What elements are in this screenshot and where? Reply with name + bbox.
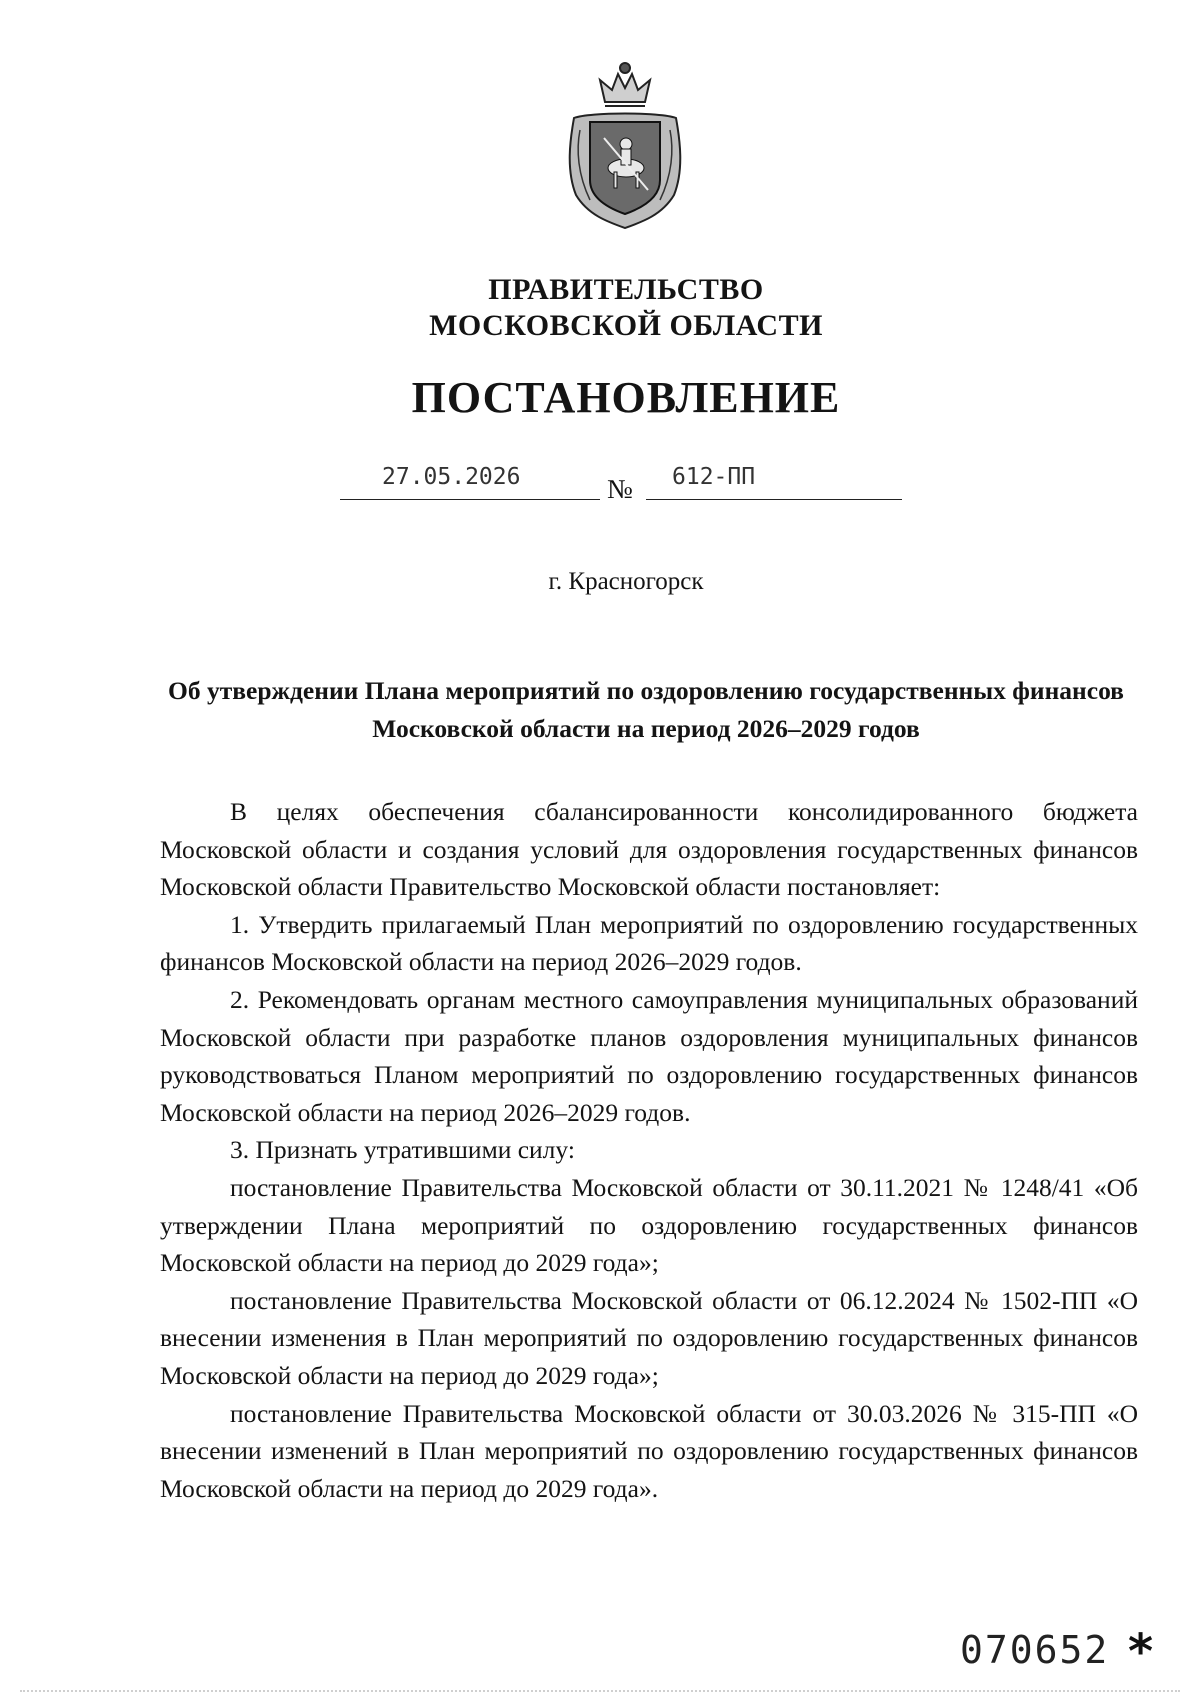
government-name-line2: МОСКОВСКОЙ ОБЛАСТИ — [429, 309, 823, 342]
document-body — [160, 793, 1138, 1507]
repealed-item-2: постановление Правительства Московской области от 06.12.2024 № 1502-ПП «О внесении изменения в План мероприятий по оздоровлению государственных финансов Московской области на период до 2029 года»; — [160, 1285, 1138, 1390]
number-underline — [646, 499, 902, 500]
document-number: 612-ПП — [672, 464, 756, 490]
serial-mark: * — [1128, 1624, 1154, 1680]
clause-3: 3. Признать утратившими силу: — [230, 1135, 575, 1165]
clause-2: 2. Рекомендовать органам местного самоуправления муниципальных образований Московской области при разработке планов оздоровления муниципальных финансов руководствоваться Планом мероприятий по оздоровлению государственных финансов Московской области на период 2026–2029 годов. — [160, 984, 1138, 1127]
clause-1: 1. Утвердить прилагаемый План мероприятий по оздоровлению государственных финансов Московской области на период 2026–2029 годов. — [160, 909, 1138, 977]
government-name-line1: ПРАВИТЕЛЬСТВО — [488, 273, 764, 306]
document-date: 27.05.2026 — [382, 464, 521, 490]
moscow-oblast-coat-of-arms-icon — [560, 60, 690, 230]
scan-edge-dots — [20, 1690, 1180, 1692]
date-underline — [340, 499, 600, 500]
city-of-issue: г. Красногорск — [548, 568, 704, 595]
preamble-paragraph: В целях обеспечения сбалансированности консолидированного бюджета Московской области и создания условий для оздоровления государственных финансов Московской области Правительство Московской области постановляет: — [160, 797, 1138, 902]
document-subject: Об утверждении Плана мероприятий по оздоровлению государственных финансов Московской области на период 2026–2029 годов — [168, 676, 1124, 743]
form-serial-number: 070652 — [960, 1628, 1110, 1672]
repealed-item-3: постановление Правительства Московской области от 30.03.2026 № 315-ПП «О внесении изменений в План мероприятий по оздоровлению государственных финансов Московской области на период до 2029 года». — [160, 1398, 1138, 1503]
document-type-title: ПОСТАНОВЛЕНИЕ — [411, 373, 841, 422]
repealed-item-1: постановление Правительства Московской области от 30.11.2021 № 1248/41 «Об утверждении Плана мероприятий по оздоровлению государственных финансов Московской области на период до 2029 года»; — [160, 1172, 1138, 1278]
number-sign: № — [607, 474, 633, 504]
